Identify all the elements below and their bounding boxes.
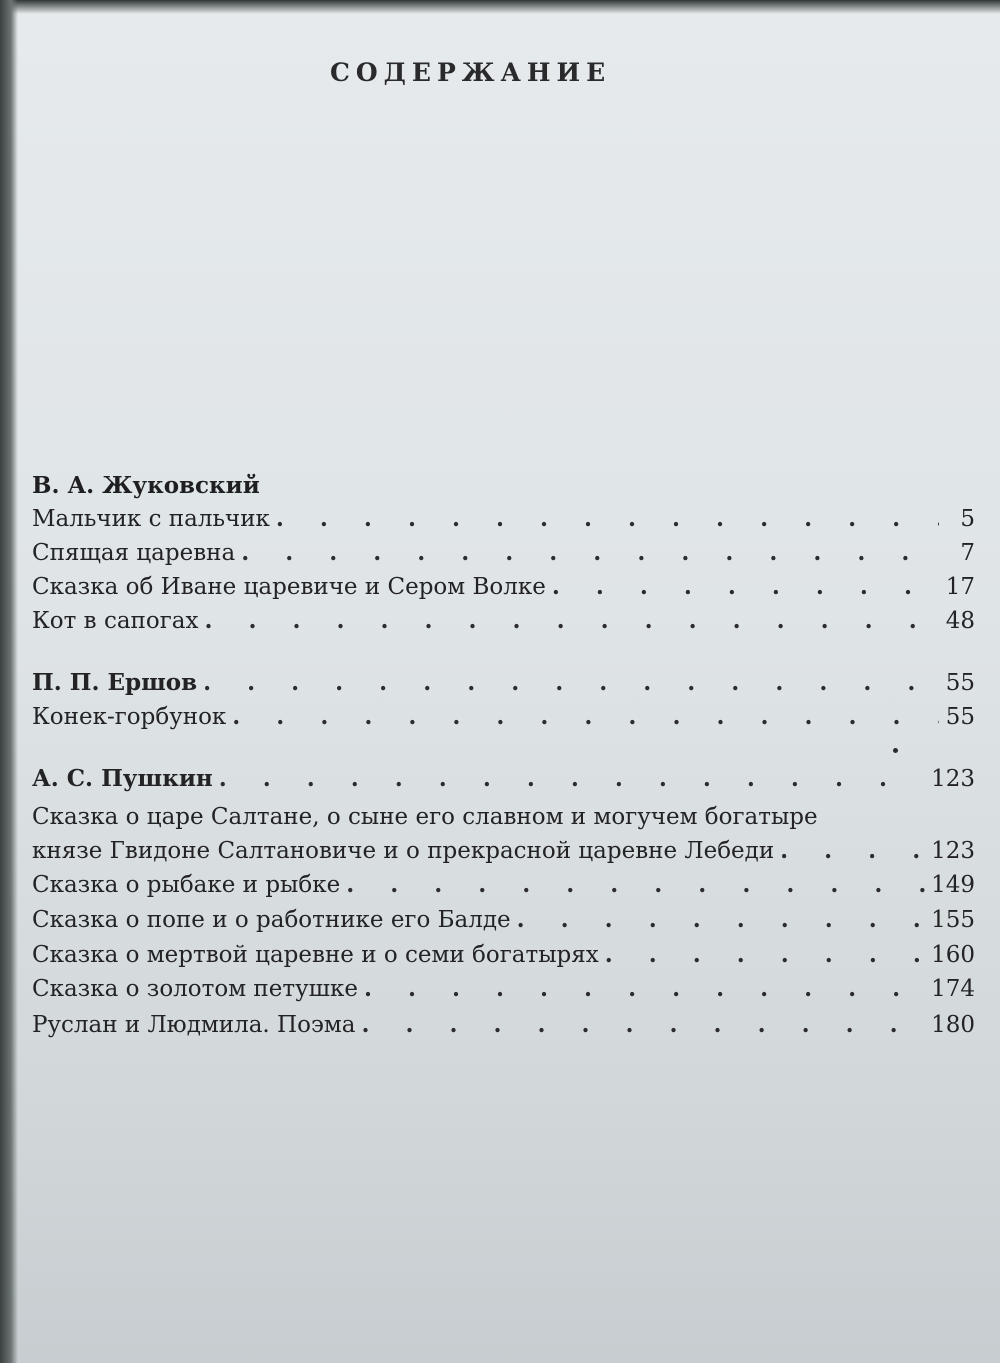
author-ershov: П. П. Ершов: [32, 669, 198, 696]
bleed-through-imprint: [0, 1110, 1000, 1363]
toc-entry-page: 7: [960, 540, 975, 566]
toc-entry-page: 155: [931, 907, 975, 933]
toc-entry-page: 123: [931, 838, 975, 864]
toc-entry: [32, 975, 975, 1009]
toc-entry-page: 180: [931, 1012, 975, 1038]
toc-entry: [32, 505, 975, 539]
leader-dots: [203, 669, 939, 696]
toc-entry: [32, 607, 975, 641]
toc-entry-title: Спящая царевна: [32, 540, 236, 566]
leader-dots: [276, 505, 939, 532]
toc-entry-title-line1: Сказка о царе Салтане, о сыне его славном и могучем богатыре: [32, 804, 818, 830]
toc-entry-title: князе Гвидоне Салтановиче и о прекрасной царевне Лебеди: [32, 838, 775, 864]
toc-entry: [32, 837, 975, 871]
author-page: 123: [931, 766, 975, 792]
author-page: 55: [945, 670, 975, 696]
toc-entry-title: Сказка о попе и о работнике его Балде: [32, 907, 511, 933]
leader-dots: [232, 703, 939, 730]
toc-entry-title: Конек-горбунок: [32, 704, 227, 730]
toc-entry: [32, 573, 975, 607]
toc-entry-title: Сказка об Иване царевиче и Сером Волке: [32, 574, 546, 600]
stray-dot: [893, 748, 898, 753]
toc-entry: [32, 1011, 975, 1045]
leader-dots: [605, 941, 925, 968]
leader-dots: [204, 607, 939, 634]
toc-entry-title: Сказка о золотом петушке: [32, 976, 358, 1002]
toc-entry-page: 55: [945, 704, 975, 730]
leader-dots: [241, 539, 939, 566]
toc-entry: [32, 941, 975, 975]
leader-dots: [552, 573, 939, 600]
contents-title: СОДЕРЖАНИЕ: [330, 58, 612, 87]
toc-entry: [32, 539, 975, 573]
toc-entry: [32, 906, 975, 940]
leader-dots: [780, 837, 925, 864]
toc-entry-page: 174: [931, 976, 975, 1002]
toc-entry-title: Кот в сапогах: [32, 608, 199, 634]
toc-entry: [32, 871, 975, 905]
toc-entry-title: Сказка о рыбаке и рыбке: [32, 872, 341, 898]
toc-entry-page: 48: [945, 608, 975, 634]
author-pushkin-row: [32, 765, 975, 799]
toc-entry-page: 160: [931, 942, 975, 968]
author-pushkin: А. С. Пушкин: [32, 765, 213, 792]
toc-entry-title: Мальчик с пальчик: [32, 506, 270, 532]
toc-entry-title: Руслан и Людмила. Поэма: [32, 1012, 356, 1038]
leader-dots: [364, 975, 925, 1002]
author-zhukovsky: В. А. Жуковский: [32, 472, 260, 499]
leader-dots: [517, 906, 925, 933]
author-ershov-row: [32, 669, 975, 703]
leader-dots: [361, 1011, 925, 1038]
leader-dots: [219, 765, 925, 792]
toc-entry-title: Сказка о мертвой царевне и о семи богатырях: [32, 942, 599, 968]
toc-entry-page: 149: [931, 872, 975, 898]
toc-entry: [32, 703, 975, 737]
toc-entry-page: 17: [945, 574, 975, 600]
toc-entry-page: 5: [960, 506, 975, 532]
leader-dots: [346, 871, 925, 898]
